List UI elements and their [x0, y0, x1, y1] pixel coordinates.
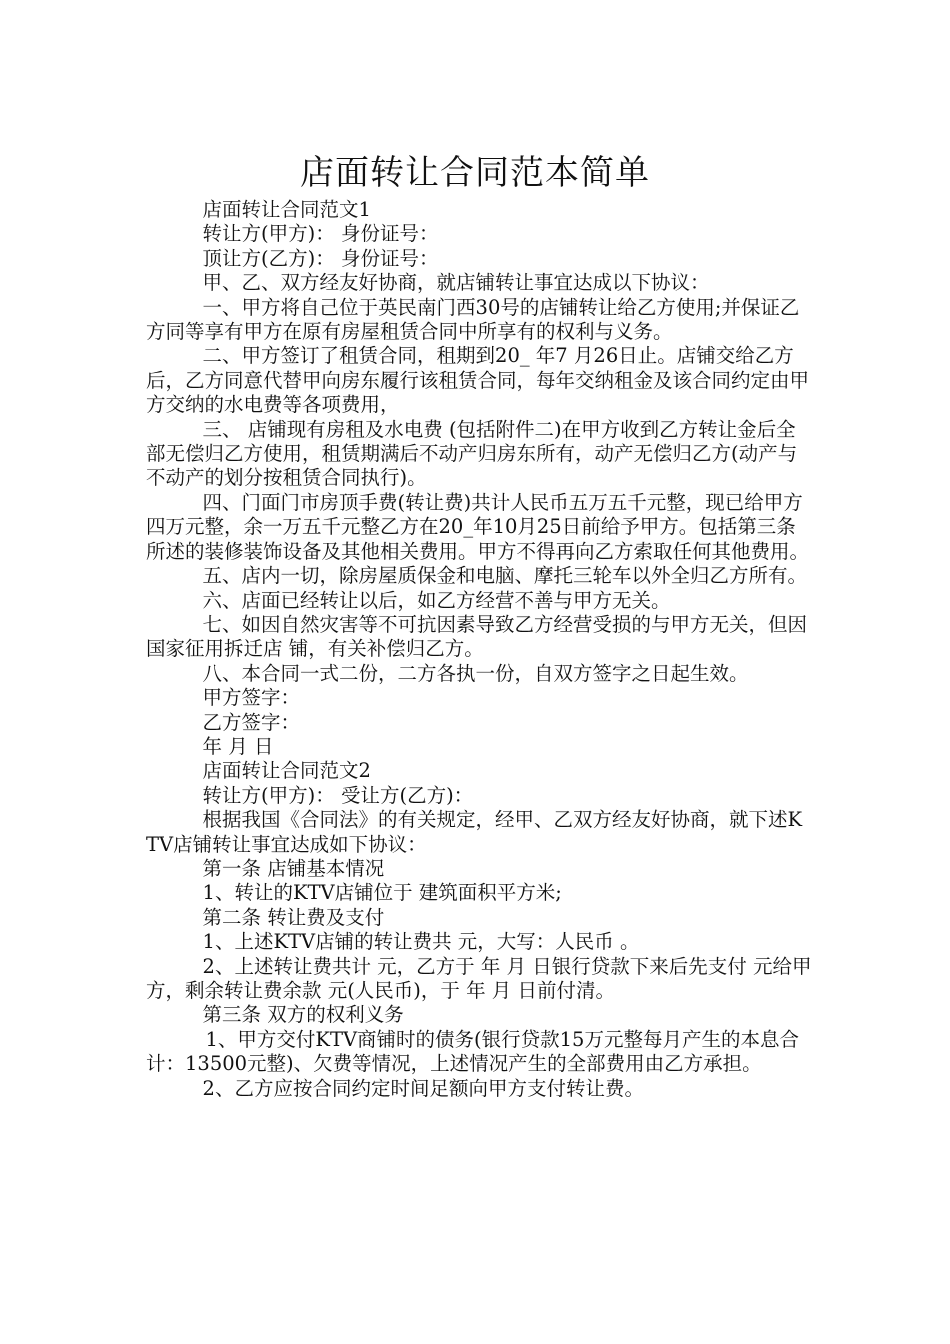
paragraph-clause-6: 六、店面已经转让以后，如乙方经营不善与甲方无关。 — [202, 588, 671, 612]
article-1-item-1: 1、转让的KTV店铺位于 建筑面积平方米; — [202, 881, 562, 905]
paragraph-clause-2: 二、甲方签订了租赁合同，租期到20_ 年7 月26日止。店铺交给乙方后，乙方同意代替甲向房东履行该租赁合同，每年交纳租金及该合同约定由甲方交纳的水电费等各项费用， — [146, 344, 810, 417]
article-1-heading: 第一条 店铺基本情况 — [202, 856, 385, 880]
document-body — [146, 198, 814, 1101]
article-2-item-2: 2、上述转让费共计 元，乙方于 年 月 日银行贷款下来后先支付 元给甲方，剩余转让费余款 元(人民币)，于 年 月 日前付清。 — [146, 954, 812, 1002]
article-2-heading: 第二条 转让费及支付 — [202, 905, 385, 929]
paragraph-clause-1: 一、甲方将自己位于英民南门西30号的店铺转让给乙方使用;并保证乙方同等享有甲方在原有房屋租赁合同中所享有的权利与义务。 — [146, 295, 800, 344]
article-2-item-1: 1、上述KTV店铺的转让费共 元，大写：人民币 。 — [202, 930, 640, 954]
paragraph-agreement-intro: 甲、乙、双方经友好协商，就店铺转让事宜达成以下协议： — [202, 271, 710, 295]
paragraph-clause-4: 四、门面门市房顶手费(转让费)共计人民币五万五千元整，现已给甲方四万元整，余一万五千元整乙方在20_年10月25日前给予甲方。包括第三条所述的装修装饰设备及其他相关费用。甲方不得再向乙方索取任何其他费用。 — [146, 490, 810, 563]
paragraph-party-b: 顶让方(乙方)： 身份证号： — [202, 246, 439, 270]
paragraph-heading-2: 店面转让合同范文2 — [202, 759, 371, 783]
paragraph-clause-5: 五、店内一切，除房屋质保金和电脑、摩托三轮车以外全归乙方所有。 — [202, 564, 808, 588]
article-3-heading: 第三条 双方的权利义务 — [202, 1003, 404, 1027]
signature-party-b: 乙方签字： — [202, 710, 301, 734]
paragraph-clause-7: 七、如因自然灾害等不可抗因素导致乙方经营受损的与甲方无关，但因国家征用拆迁店 铺，有关补偿归乙方。 — [146, 612, 808, 661]
signature-date: 年 月 日 — [202, 734, 274, 758]
signature-party-a: 甲方签字： — [202, 686, 301, 710]
article-3-item-2: 2、乙方应按合同约定时间足额向甲方支付转让费。 — [202, 1076, 644, 1100]
article-3-item-1: 1、甲方交付KTV商铺时的债务(银行贷款15万元整每月产生的本息合计：13500元整)、欠费等情况，上述情况产生的全部费用由乙方承担。 — [146, 1027, 799, 1076]
paragraph-clause-8: 八、本合同一式二份，二方各执一份，自双方签字之日起生效。 — [202, 661, 749, 685]
paragraph-clause-3: 三、 店铺现有房租及水电费 (包括附件二)在甲方收到乙方转让金后全部无偿归乙方使用，租赁期满后不动产归房东所有，动产无偿归乙方(动产与不动产的划分按租赁合同执行)。 — [146, 417, 798, 490]
paragraph-parties-2: 转让方(甲方)： 受让方(乙方)： — [202, 783, 474, 807]
paragraph-heading-1: 店面转让合同范文1 — [202, 198, 371, 221]
paragraph-party-a: 转让方(甲方)： 身份证号： — [202, 222, 439, 246]
paragraph-legal-basis: 根据我国《合同法》的有关规定，经甲、乙双方经友好协商，就下述KTV店铺转让事宜达成如下协议： — [146, 808, 803, 856]
document-title: 店面转让合同范本简单 — [300, 152, 650, 193]
